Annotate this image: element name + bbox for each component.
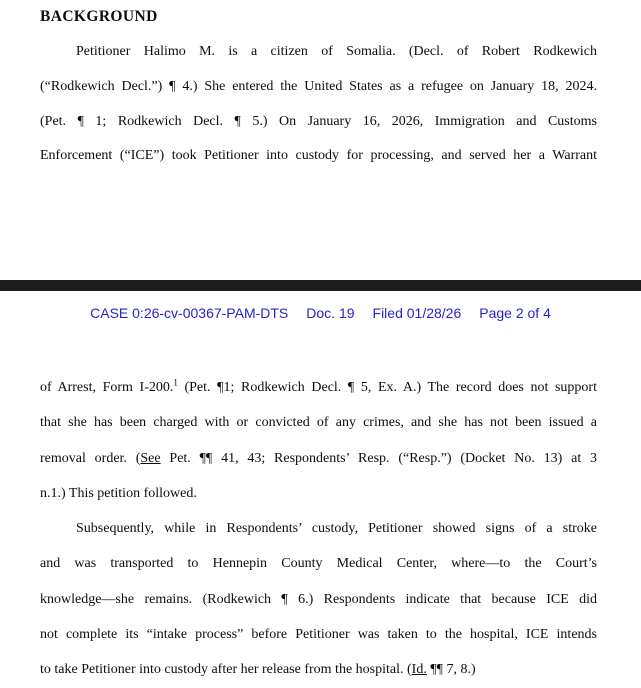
section-heading: BACKGROUND (40, 8, 158, 25)
text-segment: Subsequently, while in Respondents’ custody, Petitioner showed signs of a stroke (76, 521, 597, 537)
text-segment: of Arrest, Form I-200. (40, 380, 174, 395)
underline-text: See (140, 450, 161, 466)
text-line (40, 405, 597, 440)
text-segment: not complete its “intake process” before Petitioner was taken to the hospital, ICE intends (40, 627, 597, 643)
underline-text: Id. (411, 662, 427, 678)
text-line (40, 582, 597, 617)
text-line (40, 70, 597, 105)
text-segment: (Pet. ¶ 1; Rodkewich Decl. ¶ 5.) On January 16, 2026, Immigration and Customs (40, 113, 597, 129)
text-line (40, 652, 597, 687)
page-top-text (40, 35, 597, 174)
text-line (40, 511, 597, 546)
paragraph (40, 370, 597, 511)
paragraph (40, 511, 597, 687)
text-segment: ¶¶ 7, 8.) (426, 662, 476, 678)
page-indicator: Page 2 of 4 (479, 305, 551, 321)
text-segment: Petitioner Halimo M. is a citizen of Somalia. (Decl. of Robert Rodkewich (76, 44, 597, 59)
superscript-text: 1 (173, 377, 178, 388)
doc-number: Doc. 19 (306, 305, 355, 321)
case-number: CASE 0:26-cv-00367-PAM-DTS (90, 305, 289, 321)
page-bottom-text (40, 370, 597, 688)
text-segment: Enforcement (“ICE”) took Petitioner into custody for processing, and served her a Warrant (40, 148, 597, 164)
text-segment: to take Petitioner into custody after her release from the hospital. ( (40, 662, 412, 678)
text-segment: Pet. ¶¶ 41, 43; Respondents’ Resp. (“Resp.”) (Docket No. 13) at 3 (160, 450, 598, 466)
text-line (40, 476, 597, 511)
filed-date: Filed 01/28/26 (372, 305, 462, 321)
paragraph (40, 35, 597, 174)
text-segment: (“Rodkewich Decl.”) ¶ 4.) She entered the United States as a refugee on January 18, 2024. (40, 78, 597, 94)
text-line (40, 441, 597, 476)
case-stamp-header (0, 303, 641, 323)
text-line (40, 617, 597, 652)
page-separator-bar (0, 280, 641, 291)
text-line (40, 370, 597, 405)
text-segment: that she has been charged with or convicted of any crimes, and she has not been issued a (40, 415, 597, 431)
text-line (40, 105, 597, 140)
text-segment: removal order. ( (40, 450, 141, 466)
text-segment: and was transported to Hennepin County Medical Center, where—to the Court’s (40, 556, 597, 572)
text-line (40, 546, 597, 581)
text-segment: knowledge—she remains. (Rodkewich ¶ 6.) Respondents indicate that because ICE did (40, 591, 597, 607)
text-line (40, 35, 597, 70)
text-segment: (Pet. ¶1; Rodkewich Decl. ¶ 5, Ex. A.) The record does not support (177, 380, 597, 395)
text-segment: n.1.) This petition followed. (40, 485, 197, 501)
text-line (40, 139, 597, 174)
